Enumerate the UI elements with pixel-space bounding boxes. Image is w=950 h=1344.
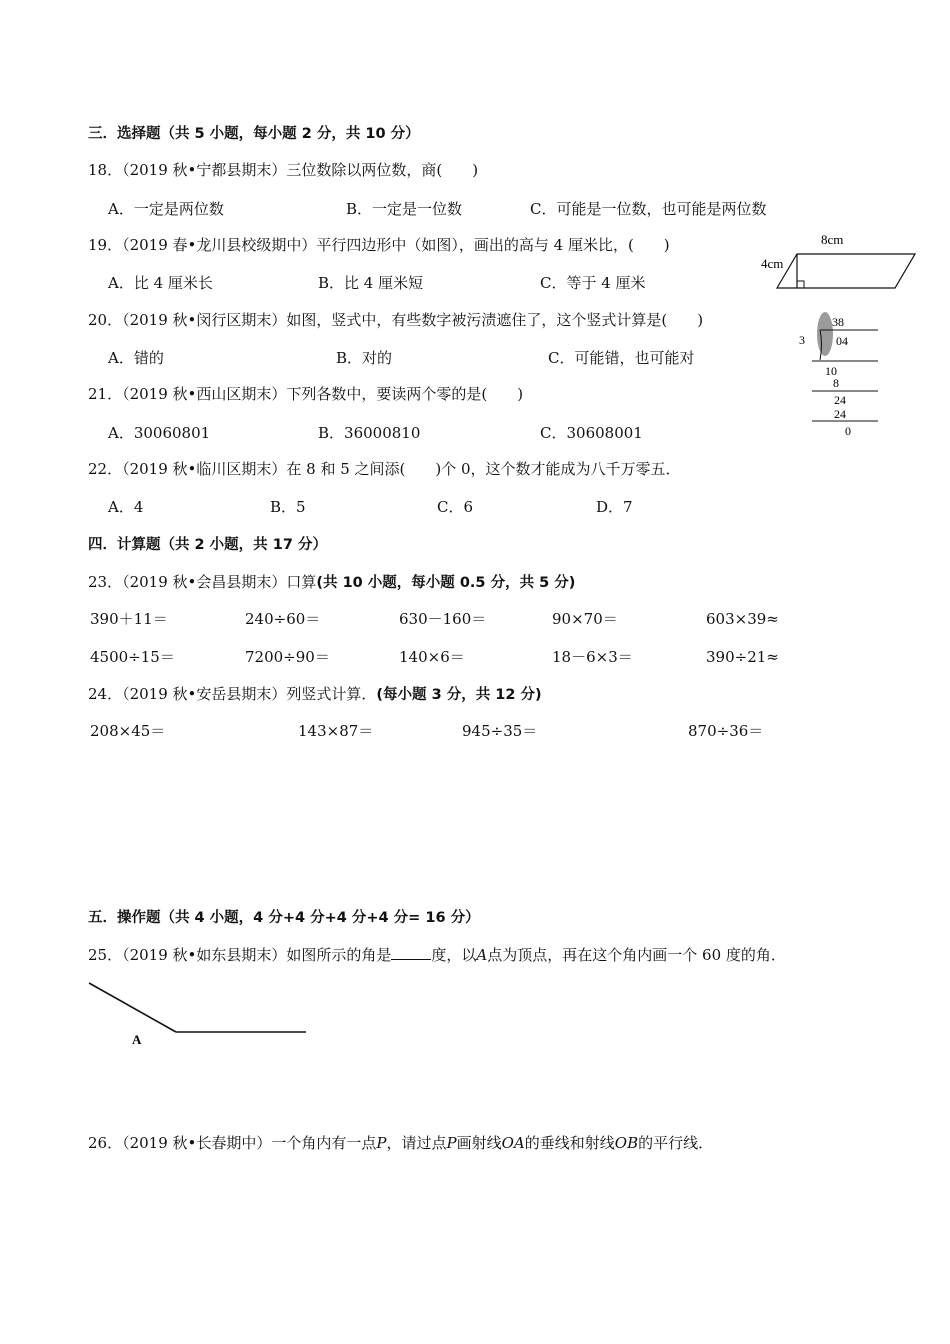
section-3-title: 三．选择题（共 5 小题，每小题 2 分，共 10 分）: [88, 126, 420, 142]
q26-text-2: ，请过点: [386, 1134, 447, 1152]
q22-stem: 22．（2019 秋•临川区期末）在 8 和 5 之间添( )个 0，这个数才能成为八千万零五．: [88, 460, 681, 478]
q26-text-5: 的平行线．: [638, 1134, 714, 1152]
q21-option-c: C．30608001: [540, 424, 643, 442]
q23-stem: [88, 572, 575, 593]
q25-text-1: 25．（2019 秋•如东县期末）如图所示的角是: [88, 946, 392, 964]
angle-figure: [86, 978, 316, 1048]
mental-calc-item: 390＋11＝: [90, 610, 168, 628]
q22-option-b: B．5: [270, 498, 306, 516]
vertical-calc-item: 143×87＝: [298, 722, 374, 740]
div-row-1: 10: [825, 364, 837, 378]
q22-option-c: C．6: [437, 498, 474, 516]
vertical-calc-item: 870÷36＝: [688, 722, 764, 740]
q23-score-note: (共 10 小题，每小题 0.5 分，共 5 分): [316, 575, 576, 591]
figure-label-top: 8cm: [821, 232, 844, 247]
q21-option-a: A．30060801: [108, 424, 211, 442]
q22-option-a: A．4: [108, 498, 144, 516]
stain-blot: [817, 312, 833, 356]
q23-stem-text: 23．（2019 秋•会昌县期末）口算: [88, 573, 317, 591]
q20-option-b: B．对的: [336, 349, 393, 367]
q25-text-2: 度，以: [431, 946, 477, 964]
mental-calc-item: 18－6×3＝: [552, 648, 633, 666]
angle-vertex-label: A: [132, 1032, 142, 1047]
figure-label-side: 4cm: [761, 256, 784, 271]
q21-option-b: B．36000810: [318, 424, 421, 442]
q24-stem-text: 24．（2019 秋•安岳县期末）列竖式计算．: [88, 685, 377, 703]
q26-text-1: 26．（2019 秋•长春期中）一个角内有一点: [88, 1134, 377, 1152]
q26-ray-ob: OB: [614, 1134, 639, 1152]
q18-option-b: B．一定是一位数: [346, 200, 463, 218]
mental-calc-item: 390÷21≈: [706, 648, 779, 666]
q18-option-c: C．可能是一位数，也可能是两位数: [530, 200, 767, 218]
q24-stem: [88, 684, 542, 705]
q26-point-p: P: [446, 1134, 457, 1152]
mental-calc-item: 140×6＝: [399, 648, 465, 666]
q25-stem: [88, 945, 786, 965]
q20-stem: 20．（2019 秋•闵行区期末）如图，竖式中，有些数字被污渍遮住了，这个竖式计算是( ): [88, 311, 704, 329]
q18-option-a: A．一定是两位数: [108, 200, 224, 218]
q25-point-label: A: [476, 946, 488, 964]
div-divisor: 3: [799, 333, 805, 347]
mental-calc-item: 7200÷90＝: [245, 648, 330, 666]
div-dividend: 04: [836, 334, 848, 348]
q18-stem: 18．（2019 秋•宁都县期末）三位数除以两位数，商( ): [88, 161, 479, 179]
q22-option-d: D．7: [596, 498, 633, 516]
section-5-title: 五．操作题（共 4 小题，4 分+4 分+4 分+4 分= 16 分）: [88, 910, 480, 926]
q20-option-a: A．错的: [108, 349, 164, 367]
q19-option-a: A．比 4 厘米长: [108, 274, 213, 292]
div-quotient: 38: [832, 315, 844, 329]
vertical-calc-item: 208×45＝: [90, 722, 166, 740]
q21-stem: 21．（2019 秋•西山区期末）下列各数中，要读两个零的是( ): [88, 385, 524, 403]
div-row-3: 24: [834, 393, 846, 407]
mental-calc-item: 90×70＝: [552, 610, 618, 628]
section-4-title: 四．计算题（共 2 小题，共 17 分）: [88, 537, 327, 553]
q26-point-p: P: [376, 1134, 387, 1152]
div-row-2: 8: [833, 376, 839, 390]
vertical-calc-item: 945÷35＝: [462, 722, 538, 740]
q19-stem: 19．（2019 春•龙川县校级期中）平行四边形中（如图），画出的高与 4 厘米比，( ): [88, 236, 670, 254]
q26-text-3: 画射线: [456, 1134, 502, 1152]
mental-calc-item: 603×39≈: [706, 610, 779, 628]
q26-ray-oa: OA: [501, 1134, 525, 1152]
q19-option-c: C．等于 4 厘米: [540, 274, 646, 292]
div-row-4: 24: [834, 407, 846, 421]
q20-option-c: C．可能错，也可能对: [548, 349, 695, 367]
div-row-5: 0: [845, 424, 851, 438]
q24-score-note: (每小题 3 分，共 12 分): [376, 687, 542, 703]
long-division-figure: [790, 308, 890, 440]
q26-stem: [88, 1133, 713, 1153]
mental-calc-item: 630－160＝: [399, 610, 487, 628]
parallelogram-figure: [755, 228, 920, 296]
q25-answer-blank[interactable]: [391, 945, 431, 960]
q26-text-4: 的垂线和射线: [524, 1134, 615, 1152]
mental-calc-item: 4500÷15＝: [90, 648, 175, 666]
mental-calc-item: 240÷60＝: [245, 610, 321, 628]
q25-text-3: 点为顶点，再在这个角内画一个 60 度的角．: [487, 946, 786, 964]
q19-option-b: B．比 4 厘米短: [318, 274, 424, 292]
